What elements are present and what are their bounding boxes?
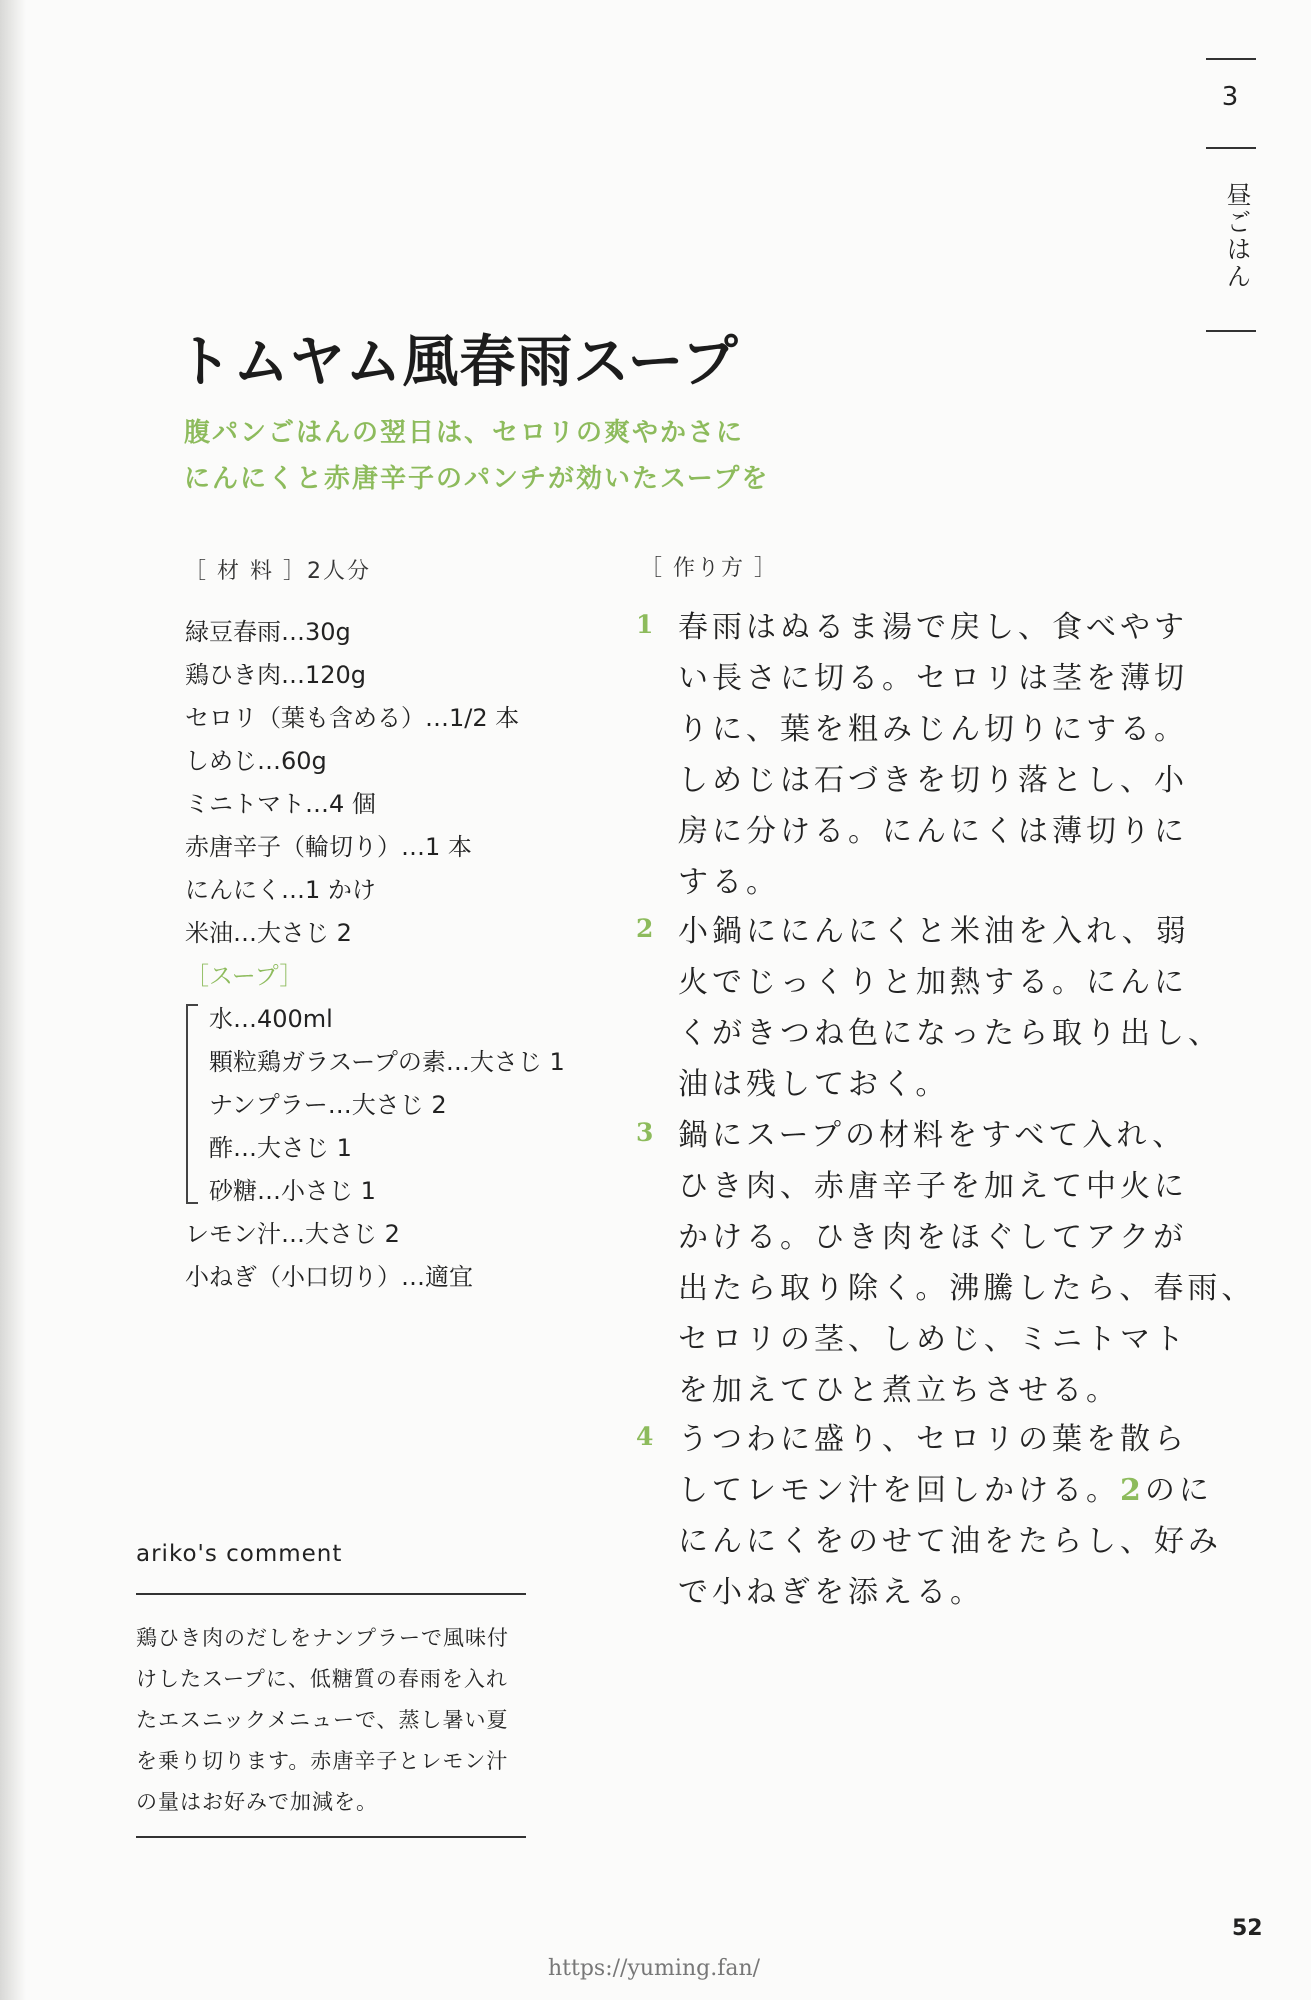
ingredient-item: にんにく…1 かけ [185, 876, 376, 904]
page-gutter-shadow [0, 0, 26, 2000]
subtitle-line: 腹パンごはんの翌日は、セロリの爽やかさに [184, 418, 745, 448]
step-text-line: 小鍋ににんにくと米油を入れ、弱 [678, 914, 1190, 949]
ingredient-item: 小ねぎ（小口切り）…適宜 [185, 1263, 473, 1291]
subtitle-line: にんにくと赤唐辛子のパンチが効いたスープを [184, 464, 770, 494]
ingredient-item: レモン汁…大さじ 2 [185, 1220, 400, 1248]
step-reference-number: 2 [1120, 1473, 1145, 1508]
step-text-line: 鍋にスープの材料をすべて入れ、 [678, 1118, 1187, 1153]
step-text-line-with-ref [678, 1465, 1213, 1509]
ingredient-item: しめじ…60g [185, 747, 327, 775]
step-text-line: ひき肉、赤唐辛子を加えて中火に [678, 1169, 1188, 1204]
comment-line: たエスニックメニューで、蒸し暑い夏 [136, 1708, 509, 1732]
step-number: 2 [636, 914, 654, 943]
step-text-line: かける。ひき肉をほぐしてアクが [678, 1220, 1188, 1255]
ingredient-item: セロリ（葉も含める）…1/2 本 [185, 704, 520, 732]
comment-heading: ariko's comment [136, 1541, 343, 1567]
step-text-line: しめじは石づきを切り落とし、小 [678, 763, 1188, 798]
page-number: 52 [1232, 1916, 1263, 1941]
comment-line: を乗り切ります。赤唐辛子とレモン汁 [136, 1749, 509, 1773]
soup-ingredient-item: 顆粒鶏ガラスープの素…大さじ 1 [209, 1048, 565, 1076]
step-text-line: する。 [678, 865, 780, 900]
comment-line: けしたスープに、低糖質の春雨を入れ [136, 1667, 508, 1691]
soup-ingredient-item: 砂糖…小さじ 1 [209, 1177, 376, 1205]
chapter-number: 3 [1221, 82, 1239, 112]
step-text-line: 油は残しておく。 [678, 1067, 950, 1102]
step-text-line: 火でじっくりと加熱する。にんに [678, 965, 1188, 1000]
chapter-middle-rule [1206, 147, 1256, 149]
step-text-line: セロリの茎、しめじ、ミニトマト [678, 1322, 1188, 1357]
comment-top-rule [136, 1593, 526, 1595]
soup-bracket [186, 1004, 198, 1204]
ingredients-heading: ［ 材 料 ］2人分 [184, 559, 371, 584]
step-text-line: を加えてひと煮立ちさせる。 [678, 1373, 1120, 1408]
ingredient-item: 鶏ひき肉…120g [185, 661, 367, 689]
ingredient-item: ミニトマト…4 個 [185, 790, 376, 818]
chapter-label: 昼ごはん [1223, 182, 1252, 290]
step-text-line: で小ねぎを添える。 [678, 1575, 984, 1610]
step-number: 3 [636, 1118, 654, 1147]
step-text-line: にんにくをのせて油をたらし、好み [678, 1524, 1222, 1559]
step-number: 4 [636, 1422, 654, 1451]
step-text-line: 房に分ける。にんにくは薄切りに [678, 814, 1188, 849]
step-text-line: くがきつね色になったら取り出し、 [678, 1016, 1222, 1051]
step-number: 1 [636, 610, 654, 639]
step-text-line: りに、葉を粗みじん切りにする。 [678, 712, 1188, 747]
soup-ingredient-item: ナンプラー…大さじ 2 [209, 1091, 447, 1119]
comment-line: の量はお好みで加減を。 [136, 1790, 378, 1814]
method-heading: ［ 作り方 ］ [640, 556, 778, 581]
chapter-bottom-rule [1206, 330, 1256, 332]
step-text-fragment: してレモン汁を回しかける。 [678, 1473, 1120, 1508]
soup-subheading: ［スープ］ [185, 962, 304, 990]
step-text-line: い長さに切る。セロリは茎を薄切 [678, 661, 1188, 696]
soup-ingredient-item: 酢…大さじ 1 [209, 1134, 352, 1162]
ingredient-item: 米油…大さじ 2 [185, 919, 352, 947]
soup-ingredient-item: 水…400ml [209, 1005, 333, 1033]
recipe-title: トムヤム風春雨スープ [176, 330, 739, 395]
step-text-line: 春雨はぬるま湯で戻し、食べやす [678, 610, 1188, 645]
step-text-fragment: のに [1144, 1473, 1213, 1508]
ingredient-item: 赤唐辛子（輪切り）…1 本 [185, 833, 472, 861]
step-text-line: うつわに盛り、セロリの葉を散ら [678, 1422, 1188, 1457]
step-text-line: 出たら取り除く。沸騰したら、春雨、 [678, 1271, 1256, 1306]
comment-bottom-rule [136, 1836, 526, 1838]
watermark-url: https://yuming.fan/ [548, 1956, 761, 1981]
comment-line: 鶏ひき肉のだしをナンプラーで風味付 [136, 1626, 509, 1650]
chapter-top-rule [1206, 58, 1256, 60]
ingredient-item: 緑豆春雨…30g [185, 618, 351, 646]
